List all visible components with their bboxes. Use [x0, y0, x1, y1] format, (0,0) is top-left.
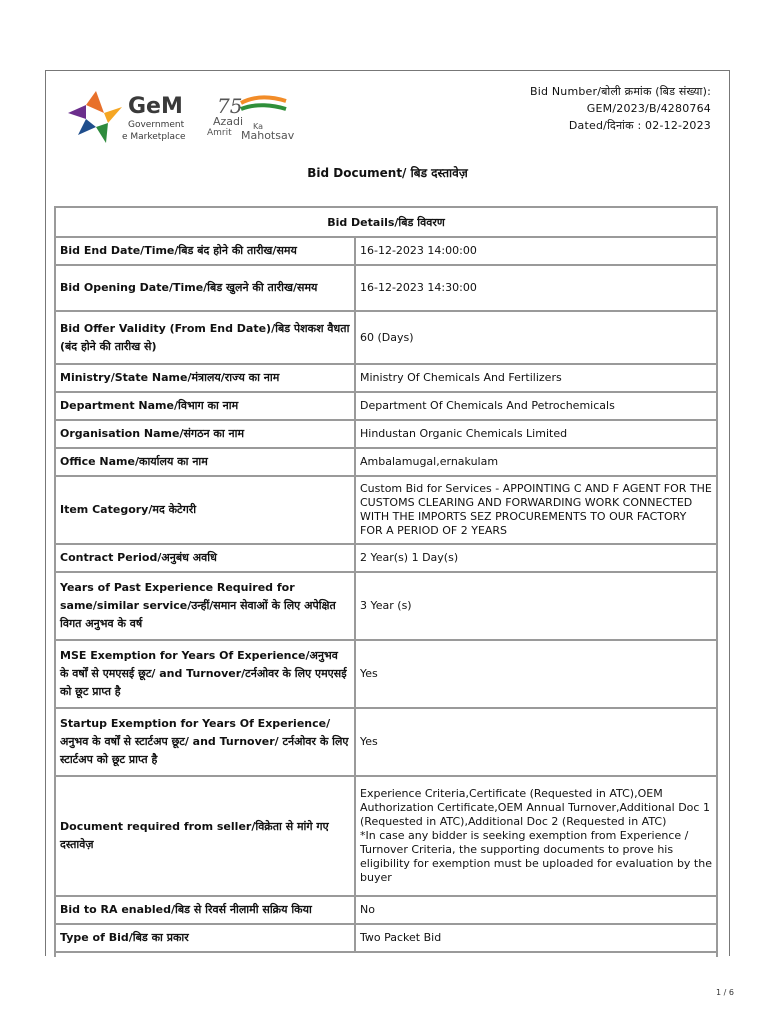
row-value: Yes	[355, 640, 717, 708]
row-value: Department Of Chemicals And Petrochemicals	[355, 392, 717, 420]
row-value: No	[355, 896, 717, 924]
gem-logo-line2: e Marketplace	[122, 132, 186, 142]
flag-green-stroke	[241, 105, 286, 109]
row-value: Experience Criteria,Certificate (Requested in ATC),OEM Authorization Certificate,OEM Annual Turnover,Additional Doc 1 (Requested in ATC),Additional Doc 2 (Requested in ATC) *In case any bidder is seeking exemption from Experience / Turnover Criteria, the supporting documents to prove his eligibility for exemption must be uploaded for evaluation by the buyer	[355, 776, 717, 896]
row-label: Organisation Name/संगठन का नाम	[55, 420, 355, 448]
row-value: 16-12-2023 14:00:00	[355, 237, 717, 265]
azadi-logo-number: 75	[217, 94, 243, 118]
table-continuation	[54, 919, 718, 957]
row-label: Item Category/मद केटेगरी	[55, 476, 355, 544]
row-label: Bid to RA enabled/बिड से रिवर्स नीलामी सक्रिय किया	[55, 896, 355, 924]
row-value: Two Packet Bid	[355, 924, 717, 952]
row-value: Yes	[355, 708, 717, 776]
table-row	[55, 364, 717, 392]
row-label: Ministry/State Name/मंत्रालय/राज्य का नाम	[55, 364, 355, 392]
azadi-ka-amrit-mahotsav-logo	[207, 91, 321, 142]
gem-logo-line1: Government	[128, 120, 185, 130]
table-row	[55, 476, 717, 544]
row-label: Type of Bid/बिड का प्रकार	[55, 924, 355, 952]
table-body	[55, 237, 717, 952]
azadi-logo-line2: Amrit	[207, 128, 232, 138]
row-label: Years of Past Experience Required for same/similar service/उन्हीं/समान सेवाओं के लिए अपेक्षित विगत अनुभव के वर्ष	[55, 572, 355, 640]
row-value: 3 Year (s)	[355, 572, 717, 640]
azadi-logo-mahotsav: Mahotsav	[241, 129, 295, 142]
table-row	[55, 237, 717, 265]
table-row	[55, 708, 717, 776]
bid-meta	[530, 83, 711, 134]
row-label: Startup Exemption for Years Of Experience/अनुभव के वर्षों से स्टार्टअप छूट/ and Turnover/ टर्नओवर के लिए स्टार्टअप को छूट प्राप्त है	[55, 708, 355, 776]
table-row	[55, 265, 717, 311]
row-value: Custom Bid for Services - APPOINTING C AND F AGENT FOR THE CUSTOMS CLEARING AND FORWARDING WORK CONNECTED WITH THE IMPORTS SEZ PROCUREMENTS TO OUR FACTORY FOR A PERIOD OF 2 YEARS	[355, 476, 717, 544]
document-page	[45, 70, 730, 956]
table-row	[55, 392, 717, 420]
flag-saffron-stroke	[241, 98, 286, 104]
gem-star-icon	[68, 91, 122, 143]
document-title: Bid Document/ बिड दस्तावेज़	[307, 166, 468, 180]
row-value: Hindustan Organic Chemicals Limited	[355, 420, 717, 448]
gem-logo	[66, 83, 206, 147]
row-label: Department Name/विभाग का नाम	[55, 392, 355, 420]
table-row	[55, 544, 717, 572]
row-value: Ambalamugal,ernakulam	[355, 448, 717, 476]
azadi-logo-line1: Azadi	[213, 115, 244, 128]
gem-logo-name: GeM	[128, 94, 183, 119]
row-label: Bid Offer Validity (From End Date)/बिड पेशकश वैधता (बंद होने की तारीख से)	[55, 311, 355, 364]
row-label: Office Name/कार्यालय का नाम	[55, 448, 355, 476]
row-value: 60 (Days)	[355, 311, 717, 364]
table-row	[55, 448, 717, 476]
table-row	[55, 420, 717, 448]
table-row	[55, 572, 717, 640]
row-label: MSE Exemption for Years Of Experience/अनुभव के वर्षों से एमएसई छूट/ and Turnover/टर्नओवर के लिए एमएसई को छूट प्राप्त है	[55, 640, 355, 708]
table-heading-row	[55, 207, 717, 237]
bid-number: GEM/2023/B/4280764	[586, 102, 711, 115]
row-value: 2 Year(s) 1 Day(s)	[355, 544, 717, 572]
bid-number-label: Bid Number/बोली क्रमांक (बिड संख्या):	[529, 85, 711, 98]
table-row	[55, 311, 717, 364]
row-label: Document required from seller/विक्रेता से मांगे गए दस्तावेज़	[55, 776, 355, 896]
bid-details-table	[54, 206, 718, 953]
row-label: Contract Period/अनुबंध अवधि	[55, 544, 355, 572]
bid-date: Dated/दिनांक : 02-12-2023	[568, 119, 711, 132]
row-label: Bid Opening Date/Time/बिड खुलने की तारीख/समय	[55, 265, 355, 311]
row-label: Bid End Date/Time/बिड बंद होने की तारीख/समय	[55, 237, 355, 265]
table-heading: Bid Details/बिड विवरण	[55, 207, 717, 237]
page-number: 1 / 6	[716, 988, 734, 997]
table-row	[55, 640, 717, 708]
azadi-logo-ka: Ka	[253, 122, 264, 131]
row-value: Ministry Of Chemicals And Fertilizers	[355, 364, 717, 392]
row-value: 16-12-2023 14:30:00	[355, 265, 717, 311]
table-row	[55, 776, 717, 896]
